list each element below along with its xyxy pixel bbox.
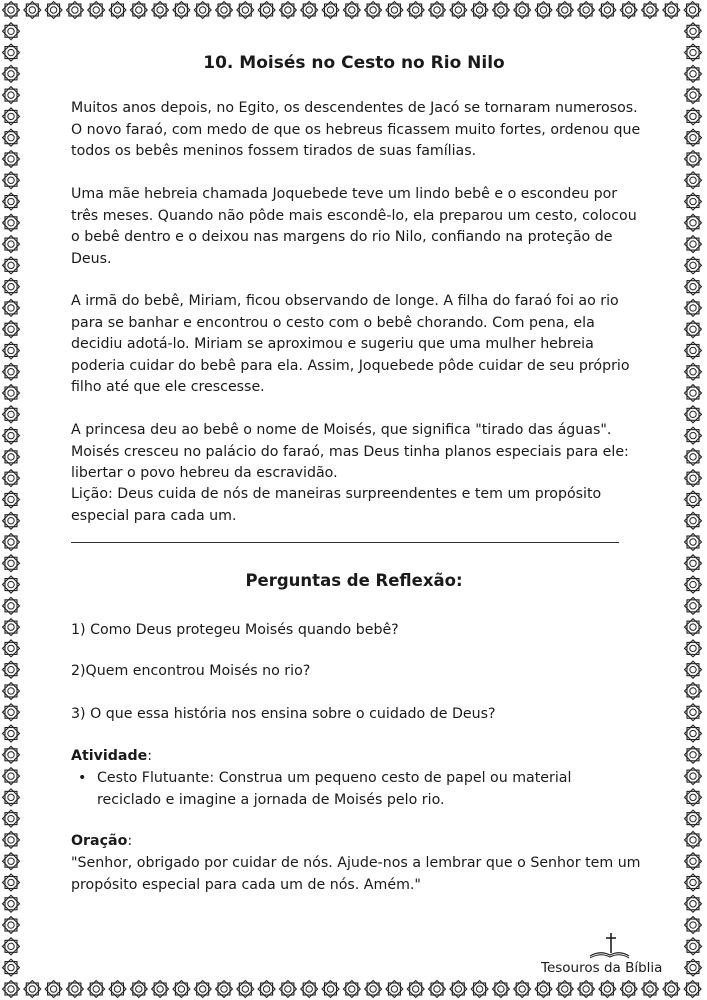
- activity-item: • Cesto Flutuante: Construa um pequeno cesto de papel ou material reciclado e imagine a jornada de Moisés pelo rio.: [71, 768, 611, 811]
- story-paragraph: A princesa deu ao bebê o nome de Moisés, que significa "tirado das águas". Moisés cresceu no palácio do faraó, mas Deus tinha planos especiais para ele: libertar o povo hebreu da escravidão.: [71, 422, 629, 481]
- border-ornament: [3, 2, 20, 19]
- border-ornament: [685, 768, 702, 785]
- border-ornament: [685, 278, 702, 295]
- border-ornament: [365, 2, 382, 19]
- border-ornament: [685, 789, 702, 806]
- activity-list: [71, 768, 611, 811]
- reflection-question: 1) Como Deus protegeu Moisés quando bebê?: [71, 622, 399, 638]
- border-ornament: [450, 981, 467, 998]
- border-ornament: [3, 385, 20, 402]
- border-ornament: [685, 831, 702, 848]
- border-ornament: [685, 917, 702, 934]
- border-ornament: [642, 981, 659, 998]
- border-ornament: [514, 2, 531, 19]
- border-ornament: [3, 193, 20, 210]
- border-ornament: [3, 810, 20, 827]
- border-ornament: [685, 257, 702, 274]
- border-ornament: [663, 2, 680, 19]
- border-ornament: [3, 746, 20, 763]
- border-ornament: [685, 321, 702, 338]
- border-ornament: [3, 406, 20, 423]
- story-paragraph: A irmã do bebê, Miriam, ficou observando de longe. A filha do faraó foi ao rio para se banhar e encontrou o cesto com o bebê chorando. Com pena, ela decidiu adotá-lo. Miriam se aproximou e sugeriu que uma mulher hebreia poderia cuidar do bebê para ela. Assim, Joquebede pôde cuidar de seu próprio filho até que ele crescesse.: [71, 293, 630, 395]
- page-title: 10. Moisés no Cesto no Rio Nilo: [203, 53, 505, 73]
- border-ornament: [685, 512, 702, 529]
- border-ornament: [109, 981, 126, 998]
- border-ornament: [685, 129, 702, 146]
- border-ornament: [88, 981, 105, 998]
- border-ornament: [685, 65, 702, 82]
- section-divider: [71, 542, 619, 543]
- border-ornament: [685, 725, 702, 742]
- border-ornament: [685, 172, 702, 189]
- border-ornament: [3, 321, 20, 338]
- border-ornament: [322, 981, 339, 998]
- border-ornament: [685, 342, 702, 359]
- border-ornament: [3, 470, 20, 487]
- border-ornament: [578, 2, 595, 19]
- border-ornament: [685, 895, 702, 912]
- border-ornament: [685, 597, 702, 614]
- border-ornament: [620, 2, 637, 19]
- border-ornament: [279, 2, 296, 19]
- border-ornament: [152, 981, 169, 998]
- border-ornament: [88, 2, 105, 19]
- border-ornament: [3, 704, 20, 721]
- border-ornament: [3, 938, 20, 955]
- border-ornament: [173, 2, 190, 19]
- border-ornament: [216, 981, 233, 998]
- border-ornament: [685, 938, 702, 955]
- border-ornament: [3, 576, 20, 593]
- border-ornament: [343, 2, 360, 19]
- border-ornament: [685, 810, 702, 827]
- border-ornament: [3, 257, 20, 274]
- border-ornament: [301, 2, 318, 19]
- border-ornament: [365, 981, 382, 998]
- border-ornament: [194, 981, 211, 998]
- border-ornament: [3, 661, 20, 678]
- border-ornament: [685, 108, 702, 125]
- border-ornament: [471, 2, 488, 19]
- border-ornament: [535, 981, 552, 998]
- border-ornament: [386, 2, 403, 19]
- border-ornament: [685, 746, 702, 763]
- border-ornament: [685, 576, 702, 593]
- border-ornament: [3, 23, 20, 40]
- border-ornament: [322, 2, 339, 19]
- border-ornament: [429, 981, 446, 998]
- border-ornament: [3, 236, 20, 253]
- border-ornament: [3, 853, 20, 870]
- border-ornament: [3, 342, 20, 359]
- story-paragraph: Muitos anos depois, no Egito, os descendentes de Jacó se tornaram numerosos. O novo faraó, com medo de que os hebreus ficassem muito fortes, ordenou que todos os bebês meninos fossem tirados de suas famílias.: [71, 100, 641, 159]
- border-ornament: [642, 2, 659, 19]
- border-ornament: [685, 853, 702, 870]
- border-ornament: [685, 704, 702, 721]
- border-ornament: [685, 214, 702, 231]
- border-ornament: [685, 534, 702, 551]
- border-ornament: [3, 363, 20, 380]
- border-ornament: [620, 981, 637, 998]
- reflection-question: 3) O que essa história nos ensina sobre o cuidado de Deus?: [71, 706, 496, 722]
- border-ornament: [45, 2, 62, 19]
- border-ornament: [685, 959, 702, 976]
- border-ornament: [3, 512, 20, 529]
- border-ornament: [685, 427, 702, 444]
- border-ornament: [685, 491, 702, 508]
- brand-logo: [541, 930, 676, 980]
- border-ornament: [258, 2, 275, 19]
- prayer-text: "Senhor, obrigado por cuidar de nós. Ajude-nos a lembrar que o Senhor tem um propósito especial para cada um de nós. Amém.": [71, 855, 641, 893]
- prayer-label: Oração: [71, 833, 128, 849]
- border-ornament: [685, 640, 702, 657]
- border-ornament: [429, 2, 446, 19]
- border-ornament: [599, 2, 616, 19]
- border-ornament: [3, 619, 20, 636]
- border-ornament: [685, 448, 702, 465]
- story-paragraph: Uma mãe hebreia chamada Joquebede teve um lindo bebê e o escondeu por três meses. Quando não pôde mais escondê-lo, ela preparou um cesto, colocou o bebê dentro e o deixou nas margens do rio Nilo, confiando na proteção de Deus.: [71, 186, 637, 267]
- border-ornament: [3, 172, 20, 189]
- border-ornament: [599, 981, 616, 998]
- border-ornament: [45, 981, 62, 998]
- border-ornament: [407, 981, 424, 998]
- border-ornament: [685, 682, 702, 699]
- border-ornament: [685, 23, 702, 40]
- border-ornament: [663, 981, 680, 998]
- border-ornament: [3, 65, 20, 82]
- border-ornament: [3, 874, 20, 891]
- border-ornament: [3, 491, 20, 508]
- border-ornament: [3, 534, 20, 551]
- border-ornament: [407, 2, 424, 19]
- border-ornament: [66, 2, 83, 19]
- border-ornament: [3, 129, 20, 146]
- border-ornament: [492, 981, 509, 998]
- border-ornament: [3, 640, 20, 657]
- reflection-question: 2)Quem encontrou Moisés no rio?: [71, 663, 311, 679]
- border-ornament: [258, 981, 275, 998]
- border-ornament: [24, 2, 41, 19]
- border-ornament: [492, 2, 509, 19]
- border-ornament: [685, 44, 702, 61]
- border-ornament: [685, 619, 702, 636]
- border-ornament: [684, 2, 701, 19]
- border-ornament: [237, 2, 254, 19]
- reflection-title: Perguntas de Reflexão:: [245, 571, 463, 590]
- border-ornament: [279, 981, 296, 998]
- border-ornament: [3, 682, 20, 699]
- border-ornament: [130, 2, 147, 19]
- border-ornament: [343, 981, 360, 998]
- border-ornament: [130, 981, 147, 998]
- border-ornament: [685, 87, 702, 104]
- border-ornament: [685, 299, 702, 316]
- border-ornament: [237, 981, 254, 998]
- border-ornament: [578, 981, 595, 998]
- border-ornament: [152, 2, 169, 19]
- border-ornament: [3, 108, 20, 125]
- border-ornament: [3, 789, 20, 806]
- border-ornament: [24, 981, 41, 998]
- border-ornament: [685, 193, 702, 210]
- border-ornament: [684, 981, 701, 998]
- border-ornament: [3, 44, 20, 61]
- border-ornament: [3, 917, 20, 934]
- border-ornament: [3, 831, 20, 848]
- border-ornament: [471, 981, 488, 998]
- border-ornament: [685, 555, 702, 572]
- border-ornament: [685, 236, 702, 253]
- border-ornament: [3, 299, 20, 316]
- border-ornament: [3, 427, 20, 444]
- border-ornament: [3, 278, 20, 295]
- border-ornament: [685, 363, 702, 380]
- border-ornament: [3, 981, 20, 998]
- border-ornament: [3, 895, 20, 912]
- activity-label: Atividade: [71, 748, 148, 764]
- border-ornament: [3, 448, 20, 465]
- lesson-moral: Lição: Deus cuida de nós de maneiras surpreendentes e tem um propósito especial para cada um.: [71, 486, 602, 524]
- border-ornament: [173, 981, 190, 998]
- border-ornament: [3, 555, 20, 572]
- cross-bible-icon: [587, 932, 631, 960]
- border-ornament: [109, 2, 126, 19]
- border-ornament: [685, 874, 702, 891]
- prayer-heading: Oração:: [71, 833, 133, 849]
- border-ornament: [216, 2, 233, 19]
- activity-heading: Atividade:: [71, 748, 153, 764]
- border-ornament: [3, 597, 20, 614]
- border-ornament: [685, 406, 702, 423]
- border-ornament: [3, 768, 20, 785]
- border-ornament: [556, 981, 573, 998]
- border-ornament: [514, 981, 531, 998]
- border-ornament: [556, 2, 573, 19]
- border-ornament: [194, 2, 211, 19]
- border-ornament: [3, 959, 20, 976]
- border-ornament: [685, 661, 702, 678]
- border-ornament: [301, 981, 318, 998]
- border-ornament: [685, 470, 702, 487]
- border-ornament: [685, 150, 702, 167]
- border-ornament: [450, 2, 467, 19]
- border-ornament: [386, 981, 403, 998]
- border-ornament: [66, 981, 83, 998]
- border-ornament: [3, 214, 20, 231]
- border-ornament: [535, 2, 552, 19]
- border-ornament: [685, 385, 702, 402]
- brand-name: Tesouros da Bíblia: [541, 960, 663, 976]
- border-ornament: [3, 150, 20, 167]
- border-ornament: [3, 725, 20, 742]
- border-ornament: [3, 87, 20, 104]
